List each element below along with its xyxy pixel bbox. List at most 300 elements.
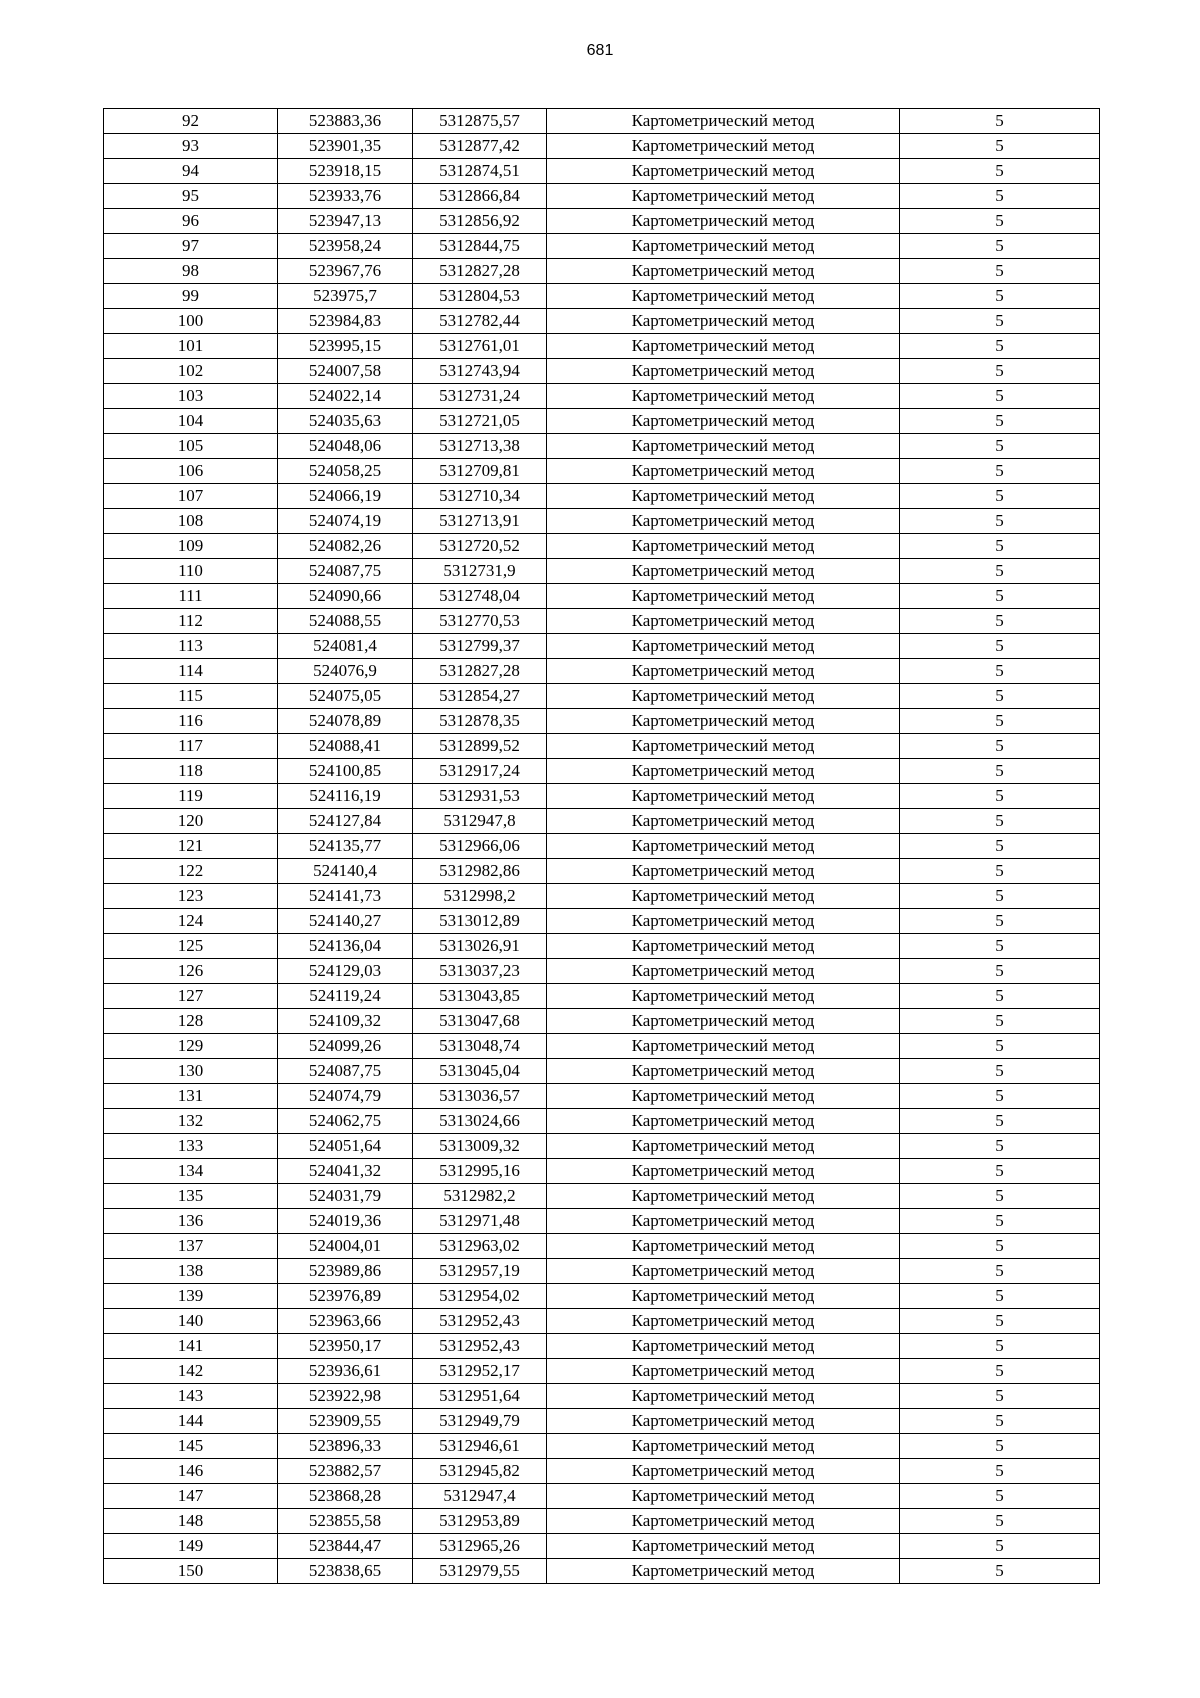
method-cell: Картометрический метод xyxy=(547,609,900,634)
method-cell: Картометрический метод xyxy=(547,1034,900,1059)
y-coordinate-cell: 5313045,04 xyxy=(413,1059,547,1084)
accuracy-cell: 5 xyxy=(900,1084,1100,1109)
y-coordinate-cell: 5313026,91 xyxy=(413,934,547,959)
y-coordinate-cell: 5312998,2 xyxy=(413,884,547,909)
y-coordinate-cell: 5312804,53 xyxy=(413,284,547,309)
accuracy-cell: 5 xyxy=(900,559,1100,584)
method-cell: Картометрический метод xyxy=(547,159,900,184)
table-row xyxy=(104,1409,1100,1434)
x-coordinate-cell: 524048,06 xyxy=(278,434,413,459)
x-coordinate-cell: 524109,32 xyxy=(278,1009,413,1034)
x-coordinate-cell: 524019,36 xyxy=(278,1209,413,1234)
table-row xyxy=(104,609,1100,634)
method-cell: Картометрический метод xyxy=(547,184,900,209)
method-cell: Картометрический метод xyxy=(547,834,900,859)
method-cell: Картометрический метод xyxy=(547,359,900,384)
table-row xyxy=(104,1259,1100,1284)
method-cell: Картометрический метод xyxy=(547,1459,900,1484)
point-number-cell: 133 xyxy=(104,1134,278,1159)
y-coordinate-cell: 5312721,05 xyxy=(413,409,547,434)
point-number-cell: 117 xyxy=(104,734,278,759)
accuracy-cell: 5 xyxy=(900,584,1100,609)
table-row xyxy=(104,759,1100,784)
x-coordinate-cell: 524074,79 xyxy=(278,1084,413,1109)
accuracy-cell: 5 xyxy=(900,1134,1100,1159)
accuracy-cell: 5 xyxy=(900,1484,1100,1509)
table-row xyxy=(104,784,1100,809)
y-coordinate-cell: 5312856,92 xyxy=(413,209,547,234)
x-coordinate-cell: 524074,19 xyxy=(278,509,413,534)
y-coordinate-cell: 5312731,9 xyxy=(413,559,547,584)
table-row xyxy=(104,934,1100,959)
table-row xyxy=(104,809,1100,834)
x-coordinate-cell: 523901,35 xyxy=(278,134,413,159)
y-coordinate-cell: 5312731,24 xyxy=(413,384,547,409)
accuracy-cell: 5 xyxy=(900,934,1100,959)
table-row xyxy=(104,1284,1100,1309)
point-number-cell: 99 xyxy=(104,284,278,309)
point-number-cell: 149 xyxy=(104,1534,278,1559)
y-coordinate-cell: 5312799,37 xyxy=(413,634,547,659)
accuracy-cell: 5 xyxy=(900,1184,1100,1209)
method-cell: Картометрический метод xyxy=(547,1159,900,1184)
accuracy-cell: 5 xyxy=(900,759,1100,784)
point-number-cell: 136 xyxy=(104,1209,278,1234)
method-cell: Картометрический метод xyxy=(547,1334,900,1359)
accuracy-cell: 5 xyxy=(900,709,1100,734)
x-coordinate-cell: 524062,75 xyxy=(278,1109,413,1134)
table-row xyxy=(104,1134,1100,1159)
y-coordinate-cell: 5312827,28 xyxy=(413,259,547,284)
accuracy-cell: 5 xyxy=(900,359,1100,384)
accuracy-cell: 5 xyxy=(900,309,1100,334)
point-number-cell: 114 xyxy=(104,659,278,684)
x-coordinate-cell: 523933,76 xyxy=(278,184,413,209)
x-coordinate-cell: 523844,47 xyxy=(278,1534,413,1559)
y-coordinate-cell: 5312965,26 xyxy=(413,1534,547,1559)
y-coordinate-cell: 5312720,52 xyxy=(413,534,547,559)
x-coordinate-cell: 524078,89 xyxy=(278,709,413,734)
table-row xyxy=(104,159,1100,184)
accuracy-cell: 5 xyxy=(900,1159,1100,1184)
method-cell: Картометрический метод xyxy=(547,1009,900,1034)
y-coordinate-cell: 5312982,86 xyxy=(413,859,547,884)
table-row xyxy=(104,1209,1100,1234)
method-cell: Картометрический метод xyxy=(547,509,900,534)
table-row xyxy=(104,984,1100,1009)
point-number-cell: 134 xyxy=(104,1159,278,1184)
x-coordinate-cell: 524076,9 xyxy=(278,659,413,684)
x-coordinate-cell: 524087,75 xyxy=(278,1059,413,1084)
point-number-cell: 116 xyxy=(104,709,278,734)
table-row xyxy=(104,1384,1100,1409)
method-cell: Картометрический метод xyxy=(547,984,900,1009)
point-number-cell: 98 xyxy=(104,259,278,284)
point-number-cell: 122 xyxy=(104,859,278,884)
y-coordinate-cell: 5312979,55 xyxy=(413,1559,547,1584)
method-cell: Картометрический метод xyxy=(547,634,900,659)
y-coordinate-cell: 5312947,8 xyxy=(413,809,547,834)
y-coordinate-cell: 5312946,61 xyxy=(413,1434,547,1459)
point-number-cell: 100 xyxy=(104,309,278,334)
method-cell: Картометрический метод xyxy=(547,109,900,134)
table-row xyxy=(104,1234,1100,1259)
y-coordinate-cell: 5313048,74 xyxy=(413,1034,547,1059)
accuracy-cell: 5 xyxy=(900,484,1100,509)
y-coordinate-cell: 5312949,79 xyxy=(413,1409,547,1434)
x-coordinate-cell: 523883,36 xyxy=(278,109,413,134)
accuracy-cell: 5 xyxy=(900,909,1100,934)
accuracy-cell: 5 xyxy=(900,209,1100,234)
table-row xyxy=(104,434,1100,459)
y-coordinate-cell: 5313036,57 xyxy=(413,1084,547,1109)
table-row xyxy=(104,134,1100,159)
point-number-cell: 132 xyxy=(104,1109,278,1134)
point-number-cell: 118 xyxy=(104,759,278,784)
point-number-cell: 103 xyxy=(104,384,278,409)
method-cell: Картометрический метод xyxy=(547,809,900,834)
point-number-cell: 131 xyxy=(104,1084,278,1109)
accuracy-cell: 5 xyxy=(900,984,1100,1009)
x-coordinate-cell: 524022,14 xyxy=(278,384,413,409)
table-row xyxy=(104,1084,1100,1109)
accuracy-cell: 5 xyxy=(900,1034,1100,1059)
x-coordinate-cell: 524031,79 xyxy=(278,1184,413,1209)
table-row xyxy=(104,909,1100,934)
y-coordinate-cell: 5312931,53 xyxy=(413,784,547,809)
point-number-cell: 139 xyxy=(104,1284,278,1309)
accuracy-cell: 5 xyxy=(900,1259,1100,1284)
x-coordinate-cell: 523976,89 xyxy=(278,1284,413,1309)
y-coordinate-cell: 5312953,89 xyxy=(413,1509,547,1534)
point-number-cell: 95 xyxy=(104,184,278,209)
method-cell: Картометрический метод xyxy=(547,459,900,484)
coordinates-table-body xyxy=(104,109,1100,1584)
x-coordinate-cell: 523896,33 xyxy=(278,1434,413,1459)
accuracy-cell: 5 xyxy=(900,159,1100,184)
table-row xyxy=(104,1434,1100,1459)
point-number-cell: 101 xyxy=(104,334,278,359)
point-number-cell: 93 xyxy=(104,134,278,159)
accuracy-cell: 5 xyxy=(900,434,1100,459)
y-coordinate-cell: 5312713,38 xyxy=(413,434,547,459)
point-number-cell: 106 xyxy=(104,459,278,484)
method-cell: Картометрический метод xyxy=(547,1209,900,1234)
accuracy-cell: 5 xyxy=(900,734,1100,759)
accuracy-cell: 5 xyxy=(900,809,1100,834)
method-cell: Картометрический метод xyxy=(547,684,900,709)
y-coordinate-cell: 5313009,32 xyxy=(413,1134,547,1159)
x-coordinate-cell: 524099,26 xyxy=(278,1034,413,1059)
point-number-cell: 113 xyxy=(104,634,278,659)
table-row xyxy=(104,1359,1100,1384)
y-coordinate-cell: 5312947,4 xyxy=(413,1484,547,1509)
table-row xyxy=(104,309,1100,334)
accuracy-cell: 5 xyxy=(900,409,1100,434)
accuracy-cell: 5 xyxy=(900,1234,1100,1259)
y-coordinate-cell: 5312743,94 xyxy=(413,359,547,384)
y-coordinate-cell: 5312877,42 xyxy=(413,134,547,159)
table-row xyxy=(104,584,1100,609)
point-number-cell: 145 xyxy=(104,1434,278,1459)
point-number-cell: 135 xyxy=(104,1184,278,1209)
y-coordinate-cell: 5312952,17 xyxy=(413,1359,547,1384)
x-coordinate-cell: 524004,01 xyxy=(278,1234,413,1259)
point-number-cell: 140 xyxy=(104,1309,278,1334)
point-number-cell: 125 xyxy=(104,934,278,959)
table-row xyxy=(104,1509,1100,1534)
method-cell: Картометрический метод xyxy=(547,1559,900,1584)
method-cell: Картометрический метод xyxy=(547,884,900,909)
point-number-cell: 112 xyxy=(104,609,278,634)
accuracy-cell: 5 xyxy=(900,784,1100,809)
point-number-cell: 111 xyxy=(104,584,278,609)
point-number-cell: 108 xyxy=(104,509,278,534)
x-coordinate-cell: 524075,05 xyxy=(278,684,413,709)
y-coordinate-cell: 5312957,19 xyxy=(413,1259,547,1284)
page-number: 681 xyxy=(586,42,614,59)
point-number-cell: 105 xyxy=(104,434,278,459)
accuracy-cell: 5 xyxy=(900,659,1100,684)
x-coordinate-cell: 524041,32 xyxy=(278,1159,413,1184)
point-number-cell: 115 xyxy=(104,684,278,709)
y-coordinate-cell: 5313037,23 xyxy=(413,959,547,984)
method-cell: Картометрический метод xyxy=(547,709,900,734)
accuracy-cell: 5 xyxy=(900,1334,1100,1359)
x-coordinate-cell: 524140,27 xyxy=(278,909,413,934)
point-number-cell: 123 xyxy=(104,884,278,909)
method-cell: Картометрический метод xyxy=(547,1184,900,1209)
method-cell: Картометрический метод xyxy=(547,1059,900,1084)
y-coordinate-cell: 5312963,02 xyxy=(413,1234,547,1259)
table-row xyxy=(104,1334,1100,1359)
accuracy-cell: 5 xyxy=(900,1559,1100,1584)
x-coordinate-cell: 524088,41 xyxy=(278,734,413,759)
y-coordinate-cell: 5312982,2 xyxy=(413,1184,547,1209)
y-coordinate-cell: 5312875,57 xyxy=(413,109,547,134)
x-coordinate-cell: 523958,24 xyxy=(278,234,413,259)
x-coordinate-cell: 524087,75 xyxy=(278,559,413,584)
method-cell: Картометрический метод xyxy=(547,659,900,684)
point-number-cell: 120 xyxy=(104,809,278,834)
table-row xyxy=(104,734,1100,759)
point-number-cell: 96 xyxy=(104,209,278,234)
point-number-cell: 141 xyxy=(104,1334,278,1359)
method-cell: Картометрический метод xyxy=(547,909,900,934)
accuracy-cell: 5 xyxy=(900,884,1100,909)
method-cell: Картометрический метод xyxy=(547,1259,900,1284)
method-cell: Картометрический метод xyxy=(547,1484,900,1509)
table-row xyxy=(104,1559,1100,1584)
coordinates-table xyxy=(103,108,1100,1584)
point-number-cell: 147 xyxy=(104,1484,278,1509)
method-cell: Картометрический метод xyxy=(547,409,900,434)
table-row xyxy=(104,209,1100,234)
y-coordinate-cell: 5312878,35 xyxy=(413,709,547,734)
method-cell: Картометрический метод xyxy=(547,259,900,284)
accuracy-cell: 5 xyxy=(900,859,1100,884)
accuracy-cell: 5 xyxy=(900,1009,1100,1034)
y-coordinate-cell: 5312827,28 xyxy=(413,659,547,684)
accuracy-cell: 5 xyxy=(900,109,1100,134)
point-number-cell: 119 xyxy=(104,784,278,809)
method-cell: Картометрический метод xyxy=(547,134,900,159)
x-coordinate-cell: 523963,66 xyxy=(278,1309,413,1334)
y-coordinate-cell: 5312899,52 xyxy=(413,734,547,759)
method-cell: Картометрический метод xyxy=(547,959,900,984)
table-row xyxy=(104,834,1100,859)
y-coordinate-cell: 5312854,27 xyxy=(413,684,547,709)
accuracy-cell: 5 xyxy=(900,1109,1100,1134)
y-coordinate-cell: 5312874,51 xyxy=(413,159,547,184)
x-coordinate-cell: 524051,64 xyxy=(278,1134,413,1159)
point-number-cell: 121 xyxy=(104,834,278,859)
point-number-cell: 129 xyxy=(104,1034,278,1059)
accuracy-cell: 5 xyxy=(900,609,1100,634)
accuracy-cell: 5 xyxy=(900,1359,1100,1384)
method-cell: Картометрический метод xyxy=(547,1509,900,1534)
point-number-cell: 127 xyxy=(104,984,278,1009)
table-row xyxy=(104,1009,1100,1034)
method-cell: Картометрический метод xyxy=(547,584,900,609)
table-row xyxy=(104,1034,1100,1059)
table-row xyxy=(104,409,1100,434)
table-row xyxy=(104,684,1100,709)
table-row xyxy=(104,1184,1100,1209)
table-row xyxy=(104,359,1100,384)
table-row xyxy=(104,884,1100,909)
method-cell: Картометрический метод xyxy=(547,559,900,584)
point-number-cell: 128 xyxy=(104,1009,278,1034)
point-number-cell: 137 xyxy=(104,1234,278,1259)
accuracy-cell: 5 xyxy=(900,1309,1100,1334)
y-coordinate-cell: 5312966,06 xyxy=(413,834,547,859)
table-row xyxy=(104,709,1100,734)
method-cell: Картометрический метод xyxy=(547,1384,900,1409)
x-coordinate-cell: 523975,7 xyxy=(278,284,413,309)
table-row xyxy=(104,1534,1100,1559)
accuracy-cell: 5 xyxy=(900,234,1100,259)
x-coordinate-cell: 524082,26 xyxy=(278,534,413,559)
x-coordinate-cell: 524119,24 xyxy=(278,984,413,1009)
accuracy-cell: 5 xyxy=(900,134,1100,159)
y-coordinate-cell: 5312866,84 xyxy=(413,184,547,209)
point-number-cell: 150 xyxy=(104,1559,278,1584)
x-coordinate-cell: 524136,04 xyxy=(278,934,413,959)
method-cell: Картометрический метод xyxy=(547,1409,900,1434)
table-row xyxy=(104,334,1100,359)
method-cell: Картометрический метод xyxy=(547,234,900,259)
x-coordinate-cell: 523918,15 xyxy=(278,159,413,184)
table-row xyxy=(104,459,1100,484)
x-coordinate-cell: 524100,85 xyxy=(278,759,413,784)
x-coordinate-cell: 524140,4 xyxy=(278,859,413,884)
point-number-cell: 104 xyxy=(104,409,278,434)
accuracy-cell: 5 xyxy=(900,284,1100,309)
table-row xyxy=(104,484,1100,509)
table-row xyxy=(104,1159,1100,1184)
method-cell: Картометрический метод xyxy=(547,859,900,884)
x-coordinate-cell: 523989,86 xyxy=(278,1259,413,1284)
table-row xyxy=(104,1109,1100,1134)
method-cell: Картометрический метод xyxy=(547,1234,900,1259)
method-cell: Картометрический метод xyxy=(547,1109,900,1134)
y-coordinate-cell: 5312971,48 xyxy=(413,1209,547,1234)
y-coordinate-cell: 5312952,43 xyxy=(413,1309,547,1334)
x-coordinate-cell: 524081,4 xyxy=(278,634,413,659)
table-row xyxy=(104,1059,1100,1084)
y-coordinate-cell: 5312770,53 xyxy=(413,609,547,634)
table-row xyxy=(104,559,1100,584)
table-row xyxy=(104,1484,1100,1509)
accuracy-cell: 5 xyxy=(900,1434,1100,1459)
method-cell: Картометрический метод xyxy=(547,759,900,784)
accuracy-cell: 5 xyxy=(900,1284,1100,1309)
x-coordinate-cell: 523995,15 xyxy=(278,334,413,359)
accuracy-cell: 5 xyxy=(900,534,1100,559)
accuracy-cell: 5 xyxy=(900,384,1100,409)
y-coordinate-cell: 5312713,91 xyxy=(413,509,547,534)
x-coordinate-cell: 524127,84 xyxy=(278,809,413,834)
point-number-cell: 109 xyxy=(104,534,278,559)
accuracy-cell: 5 xyxy=(900,259,1100,284)
x-coordinate-cell: 523950,17 xyxy=(278,1334,413,1359)
table-row xyxy=(104,659,1100,684)
point-number-cell: 130 xyxy=(104,1059,278,1084)
x-coordinate-cell: 524035,63 xyxy=(278,409,413,434)
accuracy-cell: 5 xyxy=(900,459,1100,484)
accuracy-cell: 5 xyxy=(900,634,1100,659)
table-row xyxy=(104,859,1100,884)
point-number-cell: 97 xyxy=(104,234,278,259)
method-cell: Картометрический метод xyxy=(547,934,900,959)
y-coordinate-cell: 5312945,82 xyxy=(413,1459,547,1484)
y-coordinate-cell: 5312710,34 xyxy=(413,484,547,509)
accuracy-cell: 5 xyxy=(900,1459,1100,1484)
point-number-cell: 102 xyxy=(104,359,278,384)
method-cell: Картометрический метод xyxy=(547,284,900,309)
accuracy-cell: 5 xyxy=(900,834,1100,859)
accuracy-cell: 5 xyxy=(900,1409,1100,1434)
accuracy-cell: 5 xyxy=(900,334,1100,359)
point-number-cell: 142 xyxy=(104,1359,278,1384)
y-coordinate-cell: 5312844,75 xyxy=(413,234,547,259)
table-row xyxy=(104,509,1100,534)
x-coordinate-cell: 523936,61 xyxy=(278,1359,413,1384)
method-cell: Картометрический метод xyxy=(547,309,900,334)
y-coordinate-cell: 5312995,16 xyxy=(413,1159,547,1184)
table-row xyxy=(104,234,1100,259)
x-coordinate-cell: 523855,58 xyxy=(278,1509,413,1534)
x-coordinate-cell: 524088,55 xyxy=(278,609,413,634)
y-coordinate-cell: 5313043,85 xyxy=(413,984,547,1009)
point-number-cell: 126 xyxy=(104,959,278,984)
x-coordinate-cell: 523882,57 xyxy=(278,1459,413,1484)
y-coordinate-cell: 5312709,81 xyxy=(413,459,547,484)
y-coordinate-cell: 5312782,44 xyxy=(413,309,547,334)
method-cell: Картометрический метод xyxy=(547,1359,900,1384)
y-coordinate-cell: 5313024,66 xyxy=(413,1109,547,1134)
y-coordinate-cell: 5312761,01 xyxy=(413,334,547,359)
method-cell: Картометрический метод xyxy=(547,1134,900,1159)
x-coordinate-cell: 523947,13 xyxy=(278,209,413,234)
point-number-cell: 92 xyxy=(104,109,278,134)
x-coordinate-cell: 524066,19 xyxy=(278,484,413,509)
method-cell: Картометрический метод xyxy=(547,484,900,509)
point-number-cell: 124 xyxy=(104,909,278,934)
point-number-cell: 143 xyxy=(104,1384,278,1409)
table-row xyxy=(104,1309,1100,1334)
